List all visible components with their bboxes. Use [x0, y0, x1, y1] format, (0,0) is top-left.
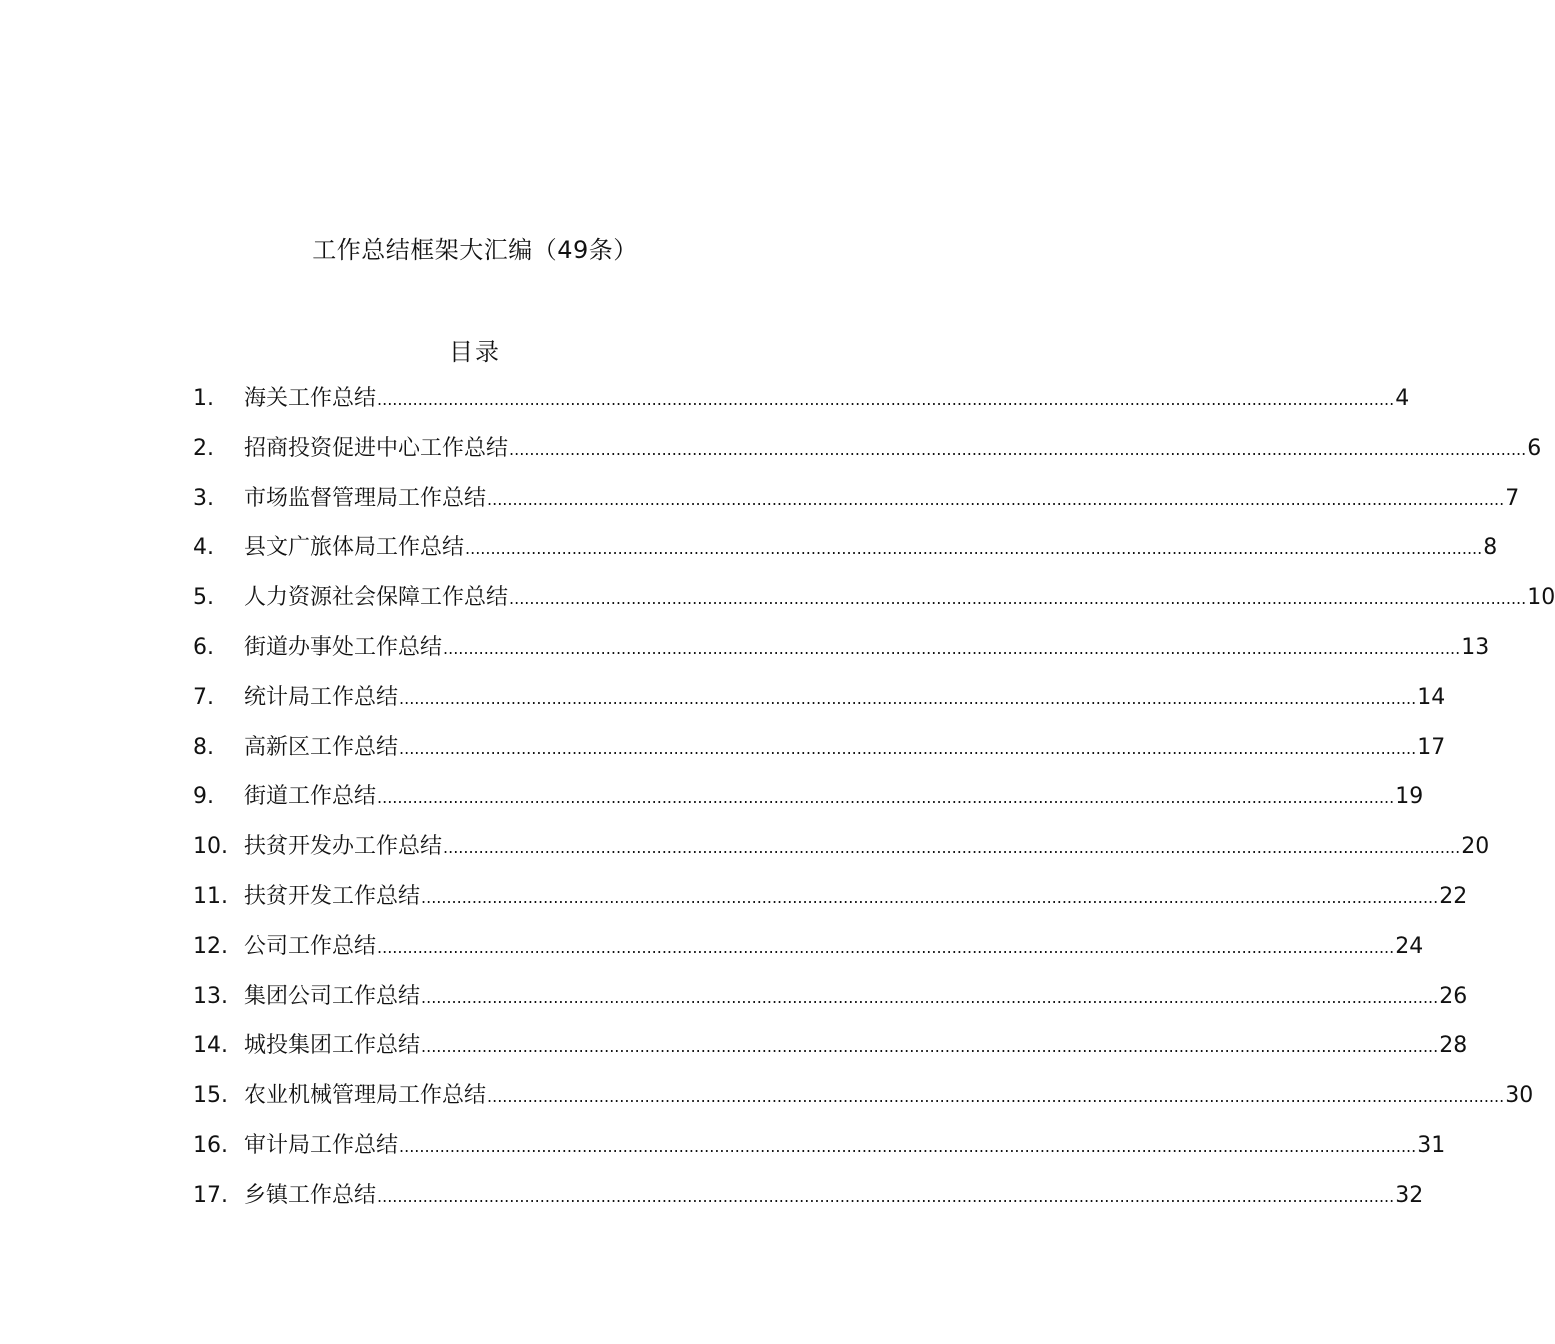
toc-entry-page-number: 26 [1439, 983, 1468, 1009]
toc-dot-leader: ........................................................................................................................................................................................................ [421, 987, 1439, 1007]
toc-entry-page-number: 6 [1527, 435, 1542, 461]
toc-entry[interactable] [193, 779, 1424, 829]
toc-dot-leader: ........................................................................................................................................................................................................ [509, 589, 1527, 609]
toc-entry-title: 审计局工作总结 [244, 1132, 399, 1158]
toc-entry-title: 城投集团工作总结 [244, 1033, 421, 1059]
toc-dot-leader: ........................................................................................................................................................................................................ [377, 937, 1395, 957]
toc-entry-page-number: 28 [1439, 1033, 1468, 1059]
toc-entry[interactable] [193, 1128, 1446, 1178]
toc-entry[interactable] [193, 381, 1410, 431]
toc-entry-title: 集团公司工作总结 [244, 983, 421, 1009]
toc-entry-number: 7. [193, 684, 214, 710]
toc-dot-leader: ........................................................................................................................................................................................................ [399, 688, 1417, 708]
toc-dot-leader: ........................................................................................................................................................................................................ [421, 887, 1439, 907]
toc-entry[interactable] [193, 530, 1498, 580]
toc-entry[interactable] [193, 1178, 1424, 1228]
toc-entry[interactable] [193, 481, 1520, 531]
toc-entry-title: 公司工作总结 [244, 933, 377, 959]
toc-entry-title: 农业机械管理局工作总结 [244, 1083, 487, 1109]
toc-dot-leader: ........................................................................................................................................................................................................ [487, 489, 1505, 509]
toc-entry-page-number: 8 [1483, 535, 1498, 561]
toc-entry-page-number: 19 [1395, 784, 1424, 810]
toc-entry-number: 4. [193, 535, 214, 561]
toc-entry-number: 9. [193, 784, 214, 810]
toc-entry[interactable] [193, 680, 1446, 730]
toc-entry-page-number: 32 [1395, 1182, 1424, 1208]
toc-entry-number: 17. [193, 1182, 228, 1208]
toc-entry[interactable] [193, 1028, 1468, 1078]
toc-dot-leader: ........................................................................................................................................................................................................ [465, 539, 1483, 559]
toc-entry-page-number: 17 [1417, 734, 1446, 760]
toc-entry[interactable] [193, 979, 1468, 1029]
toc-entry-number: 3. [193, 485, 214, 511]
toc-entry[interactable] [193, 730, 1446, 780]
table-of-contents [193, 381, 1555, 1228]
toc-dot-leader: ........................................................................................................................................................................................................ [377, 1186, 1395, 1206]
toc-entry-title: 市场监督管理局工作总结 [244, 485, 487, 511]
toc-dot-leader: ........................................................................................................................................................................................................ [377, 788, 1395, 808]
toc-entry-number: 2. [193, 435, 214, 461]
toc-entry-number: 11. [193, 883, 228, 909]
toc-entry-number: 12. [193, 933, 228, 959]
toc-entry-number: 8. [193, 734, 214, 760]
toc-entry-page-number: 31 [1417, 1132, 1446, 1158]
toc-entry-title: 县文广旅体局工作总结 [244, 535, 465, 561]
toc-entry-title: 统计局工作总结 [244, 684, 399, 710]
toc-dot-leader: ........................................................................................................................................................................................................ [399, 1136, 1417, 1156]
toc-dot-leader: ........................................................................................................................................................................................................ [421, 1037, 1439, 1057]
toc-entry-title: 乡镇工作总结 [244, 1182, 377, 1208]
document-title: 工作总结框架大汇编（49条） [312, 236, 638, 264]
toc-entry-page-number: 7 [1505, 485, 1520, 511]
toc-entry-page-number: 30 [1505, 1083, 1534, 1109]
toc-entry-number: 5. [193, 585, 214, 611]
toc-entry-page-number: 24 [1395, 933, 1424, 959]
toc-entry-title: 人力资源社会保障工作总结 [244, 585, 509, 611]
toc-entry-title: 扶贫开发工作总结 [244, 883, 421, 909]
toc-entry-title: 招商投资促进中心工作总结 [244, 435, 509, 461]
toc-entry[interactable] [193, 829, 1490, 879]
toc-entry-page-number: 10 [1527, 585, 1555, 611]
toc-entry-number: 13. [193, 983, 228, 1009]
toc-entry-page-number: 14 [1417, 684, 1446, 710]
toc-entry-page-number: 22 [1439, 883, 1468, 909]
toc-entry-title: 高新区工作总结 [244, 734, 399, 760]
toc-entry[interactable] [193, 431, 1542, 481]
toc-dot-leader: ........................................................................................................................................................................................................ [443, 838, 1461, 858]
toc-dot-leader: ........................................................................................................................................................................................................ [487, 1087, 1505, 1107]
toc-entry-number: 10. [193, 834, 228, 860]
toc-entry-page-number: 20 [1461, 834, 1490, 860]
toc-heading: 目录 [449, 338, 501, 366]
toc-entry-number: 1. [193, 386, 214, 411]
toc-entry-number: 16. [193, 1132, 228, 1158]
toc-entry-page-number: 13 [1461, 634, 1490, 660]
toc-entry-number: 14. [193, 1033, 228, 1059]
toc-entry[interactable] [193, 630, 1490, 680]
toc-entry[interactable] [193, 580, 1555, 630]
toc-entry-number: 6. [193, 634, 214, 660]
toc-entry[interactable] [193, 929, 1424, 979]
toc-dot-leader: ........................................................................................................................................................................................................ [377, 390, 1395, 409]
toc-dot-leader: ........................................................................................................................................................................................................ [399, 738, 1417, 758]
toc-entry[interactable] [193, 1078, 1534, 1128]
toc-entry-title: 扶贫开发办工作总结 [244, 834, 443, 860]
toc-entry-number: 15. [193, 1083, 228, 1109]
toc-entry-title: 海关工作总结 [244, 386, 377, 411]
toc-entry-title: 街道工作总结 [244, 784, 377, 810]
toc-dot-leader: ........................................................................................................................................................................................................ [443, 638, 1461, 658]
toc-entry-page-number: 4 [1395, 386, 1410, 411]
toc-dot-leader: ........................................................................................................................................................................................................ [509, 439, 1527, 459]
toc-entry-title: 街道办事处工作总结 [244, 634, 443, 660]
toc-entry[interactable] [193, 879, 1468, 929]
